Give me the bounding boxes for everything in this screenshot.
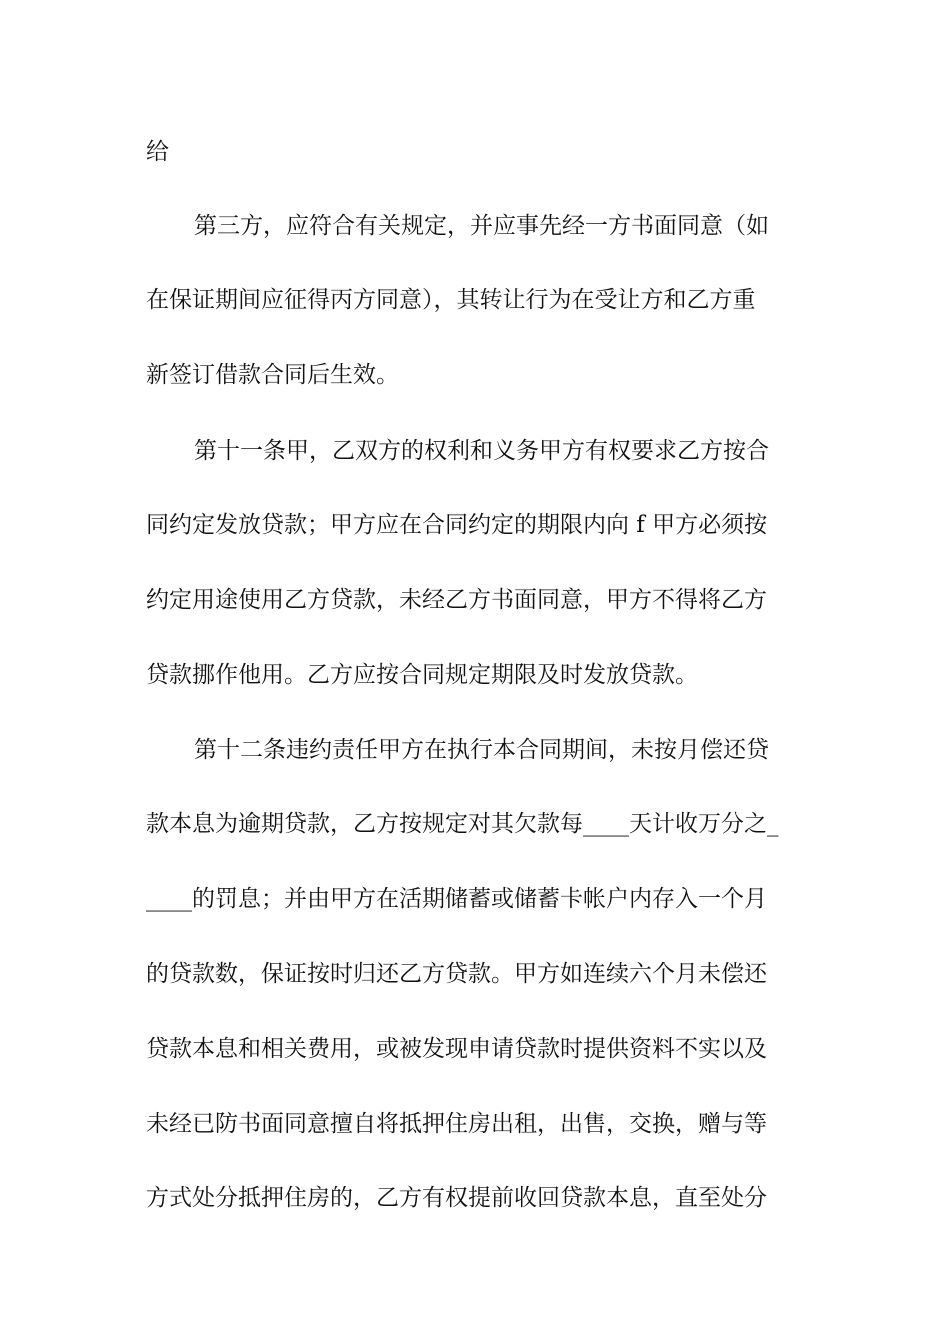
paragraph-first-line: 第十二条违约责任甲方在执行本合同期间，未按月偿还贷 [194, 737, 769, 763]
text-line: 贷款本息和相关费用，或被发现申请贷款时提供资料不实以及 [146, 1036, 767, 1062]
paragraph-first-line: 第十一条甲，乙双方的权利和义务甲方有权要求乙方按合 [194, 438, 769, 464]
text-line: 方式处分抵押住房的，乙方有权提前收回贷款本息，直至处分 [146, 1185, 767, 1211]
paragraph-first-line: 第三方，应符合有关规定，并应事先经一方书面同意（如 [194, 213, 769, 239]
text-line: 未经已防书面同意擅自将抵押住房出租，出售，交换，赠与等 [146, 1111, 767, 1137]
text-line: 款本息为逾期贷款，乙方按规定对其欠款每____天计收万分之_ [146, 811, 779, 837]
text-line: 约定用途使用乙方贷款，未经乙方书面同意，甲方不得将乙方 [146, 587, 767, 613]
text-line: 贷款挪作他用。乙方应按合同规定期限及时发放贷款。 [146, 662, 698, 688]
text-line: 同约定发放贷款；甲方应在合同约定的期限内向 f 甲方必须按 [146, 512, 768, 538]
text-line: 的贷款数，保证按时归还乙方贷款。甲方如连续六个月未偿还 [146, 961, 767, 987]
text-line: 给 [146, 139, 169, 165]
text-line: 在保证期间应征得丙方同意），其转让行为在受让方和乙方重 [146, 287, 756, 313]
text-line: ____的罚息；并由甲方在活期储蓄或储蓄卡帐户内存入一个月 [146, 886, 767, 912]
text-line: 新签订借款合同后生效。 [146, 362, 399, 388]
